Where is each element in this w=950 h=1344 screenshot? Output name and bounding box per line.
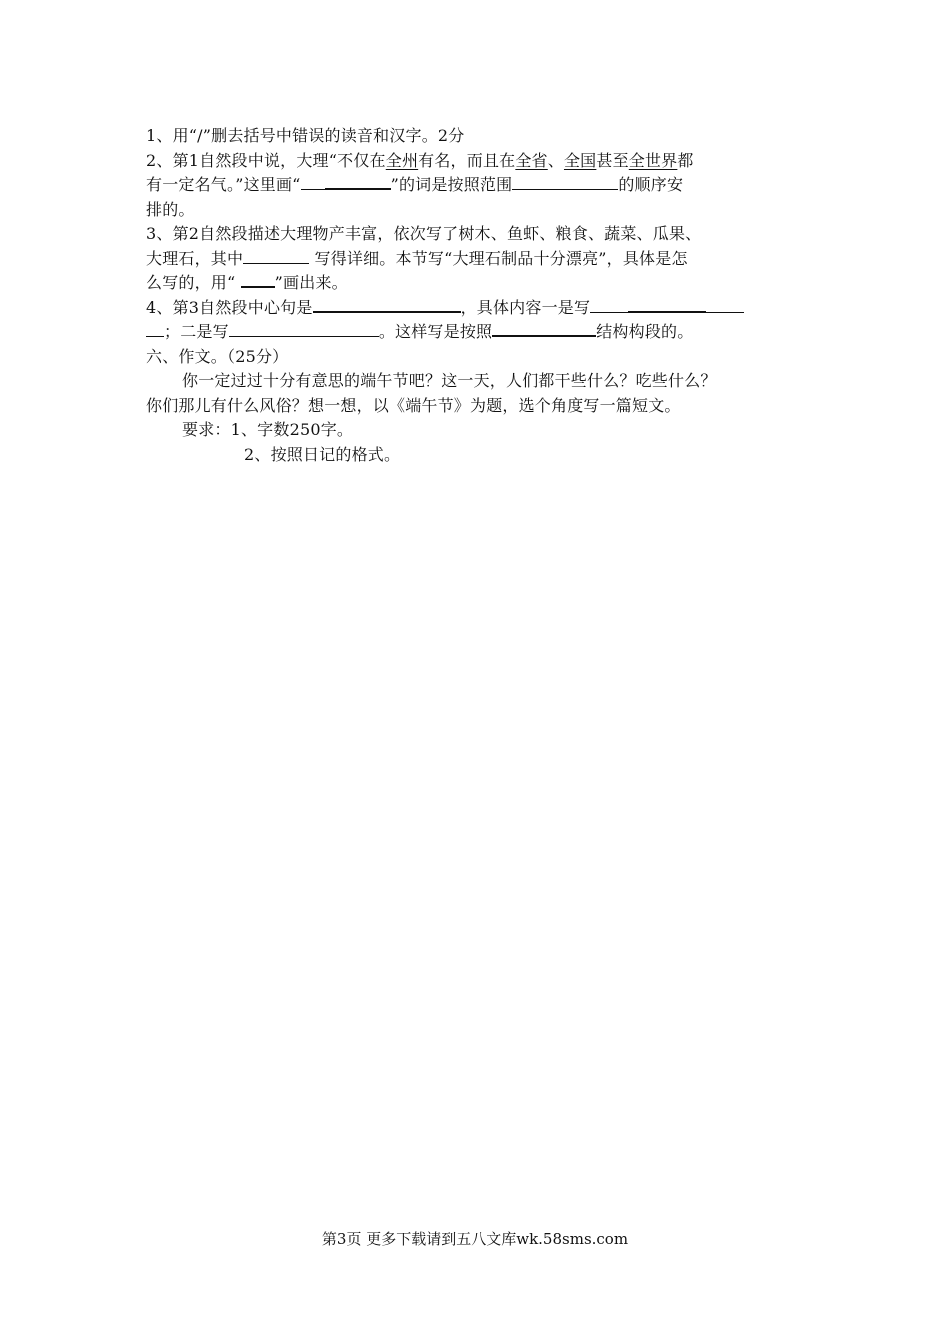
q4-text-d: 。这样写是按照 (378, 322, 493, 341)
composition-requirement-1: 要求：1、字数250字。 (182, 420, 354, 439)
q2-text-a: 2、第1自然段中说，大理“不仅在 (146, 150, 386, 170)
answer-blank[interactable] (243, 262, 309, 264)
q3-text-d: 么写的，用“ (146, 273, 241, 292)
question-2-line-1 (146, 149, 826, 174)
question-3-line-1: 3、第2自然段描述大理物产丰富，依次写了树木、鱼虾、粮食、蔬菜、瓜果、 (146, 224, 702, 243)
question-3-line-3 (146, 271, 826, 296)
q4-text-e: 结构构段的。 (596, 322, 694, 341)
page-footer: 第3页 更多下载请到五八文库wk.58sms.com (321, 1230, 629, 1248)
exam-content (146, 124, 826, 467)
answer-blank[interactable] (146, 335, 164, 337)
q3-text-c: 写得详细。本节写“大理石制品十分漂亮”，具体是怎 (309, 248, 688, 268)
q3-text-b: 大理石，其中 (146, 248, 244, 268)
underlined-word-quanshijie: 全世界 (628, 150, 678, 170)
answer-blank[interactable] (706, 311, 744, 313)
composition-paragraph-2: 你们那儿有什么风俗？想一想，以《端午节》为题，选个角度写一篇短文。 (146, 395, 681, 415)
question-2-line-2 (146, 173, 826, 198)
q2-text-d: 甚至 (596, 150, 629, 170)
answer-blank[interactable] (313, 310, 461, 313)
question-4-line-1 (146, 296, 826, 321)
answer-blank[interactable] (492, 334, 596, 337)
answer-blank[interactable] (628, 310, 706, 313)
composition-title: 六、作文。（25分） (146, 346, 289, 366)
answer-blank[interactable] (325, 187, 391, 190)
q2-text-f: 有一定名气。”这里画“ (146, 175, 301, 194)
answer-blank[interactable] (301, 188, 325, 190)
underlined-word-quanzhou: 全州 (385, 150, 419, 170)
q2-text-g: ”的词是按照范围 (390, 175, 513, 194)
q2-text-e: 都 (677, 150, 694, 170)
answer-blank[interactable] (512, 188, 618, 190)
q2-text-h: 的顺序安 (618, 175, 684, 194)
underlined-word-quanguo: 全国 (563, 150, 597, 170)
question-1: 1、用“/”删去括号中错误的读音和汉字。2分 (146, 126, 465, 145)
q4-text-b: ，具体内容一是写 (460, 297, 591, 317)
question-2-line-3: 排的。 (146, 199, 195, 219)
q2-text-c: 、 (547, 150, 564, 170)
q2-text-b: 有名，而且在 (418, 150, 516, 170)
question-4-line-2 (146, 320, 826, 345)
q4-text-a: 4、第3自然段中心句是 (146, 297, 313, 317)
underlined-word-quansheng: 全省 (515, 150, 548, 170)
answer-blank[interactable] (229, 335, 379, 337)
q3-text-e: ”画出来。 (274, 273, 348, 292)
composition-requirement-2: 2、按照日记的格式。 (244, 444, 401, 464)
q4-text-c: ；二是写 (164, 322, 229, 341)
answer-blank[interactable] (590, 311, 628, 313)
answer-blank[interactable] (241, 285, 275, 288)
composition-paragraph-1: 你一定过过十分有意思的端午节吧？这一天，人们都干些什么？吃些什么？ (182, 371, 717, 390)
question-3-line-2 (146, 247, 826, 272)
